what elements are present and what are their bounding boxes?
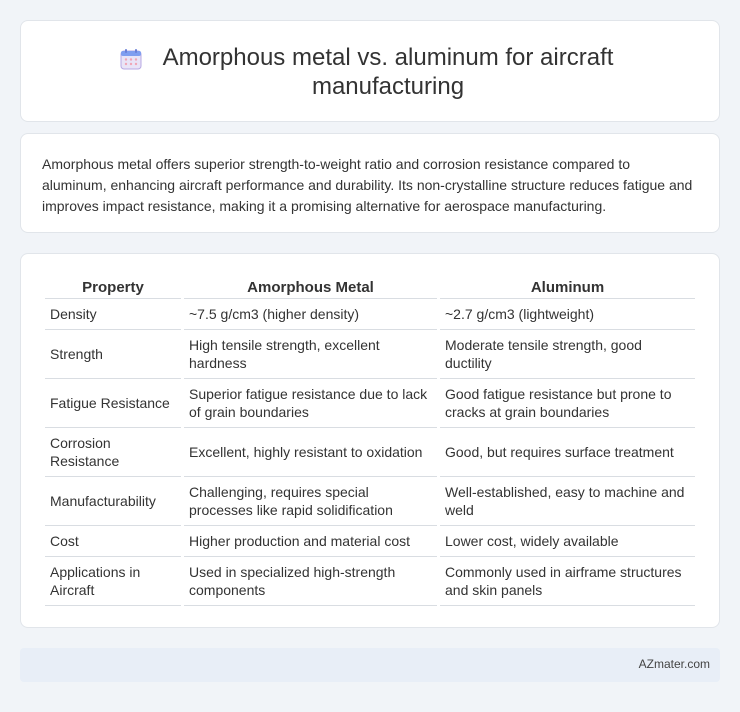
title-card <box>20 20 720 122</box>
row-aluminum: Well-established, easy to machine and weld <box>440 477 695 526</box>
footer-site-link[interactable]: AZmater.com <box>638 657 710 671</box>
row-amorphous-metal: Excellent, highly resistant to oxidation <box>184 428 437 477</box>
row-amorphous-metal: ~7.5 g/cm3 (higher density) <box>184 299 437 330</box>
row-aluminum: Commonly used in airframe structures and skin panels <box>440 557 695 606</box>
row-amorphous-metal: Challenging, requires special processes like rapid solidification <box>184 477 437 526</box>
summary-text: Amorphous metal offers superior strength-to-weight ratio and corrosion resistance compared to aluminum, enhancing aircraft performance and durability. Its non-crystalline structure reduces fatigue and improves impact resistance, making it a promising alternative for aerospace manufacturing. <box>42 156 693 214</box>
footer-bar <box>20 648 720 682</box>
header-amorphous-metal: Amorphous Metal <box>184 275 437 299</box>
header-property: Property <box>45 275 181 299</box>
summary-card <box>20 133 720 233</box>
header-aluminum: Aluminum <box>440 275 695 299</box>
table-row <box>45 299 695 330</box>
row-property: Cost <box>45 526 181 557</box>
table-row <box>45 330 695 379</box>
table-row <box>45 557 695 606</box>
row-aluminum: Good, but requires surface treatment <box>440 428 695 477</box>
row-aluminum: Good fatigue resistance but prone to cracks at grain boundaries <box>440 379 695 428</box>
row-property: Density <box>45 299 181 330</box>
row-aluminum: Moderate tensile strength, good ductility <box>440 330 695 379</box>
page-title: Amorphous metal vs. aluminum for aircraft manufacturing <box>162 44 614 100</box>
row-amorphous-metal: Used in specialized high-strength components <box>184 557 437 606</box>
row-aluminum: ~2.7 g/cm3 (lightweight) <box>440 299 695 330</box>
table-header-row <box>45 275 695 299</box>
row-property: Manufacturability <box>45 477 181 526</box>
row-property: Fatigue Resistance <box>45 379 181 428</box>
row-property: Strength <box>45 330 181 379</box>
comparison-card <box>20 253 720 628</box>
row-aluminum: Lower cost, widely available <box>440 526 695 557</box>
row-amorphous-metal: Higher production and material cost <box>184 526 437 557</box>
table-row <box>45 526 695 557</box>
row-amorphous-metal: Superior fatigue resistance due to lack of grain boundaries <box>184 379 437 428</box>
row-amorphous-metal: High tensile strength, excellent hardness <box>184 330 437 379</box>
row-property: Corrosion Resistance <box>45 428 181 477</box>
table-row <box>45 428 695 477</box>
table-row <box>45 477 695 526</box>
row-property: Applications in Aircraft <box>45 557 181 606</box>
comparison-table <box>42 275 698 606</box>
table-row <box>45 379 695 428</box>
